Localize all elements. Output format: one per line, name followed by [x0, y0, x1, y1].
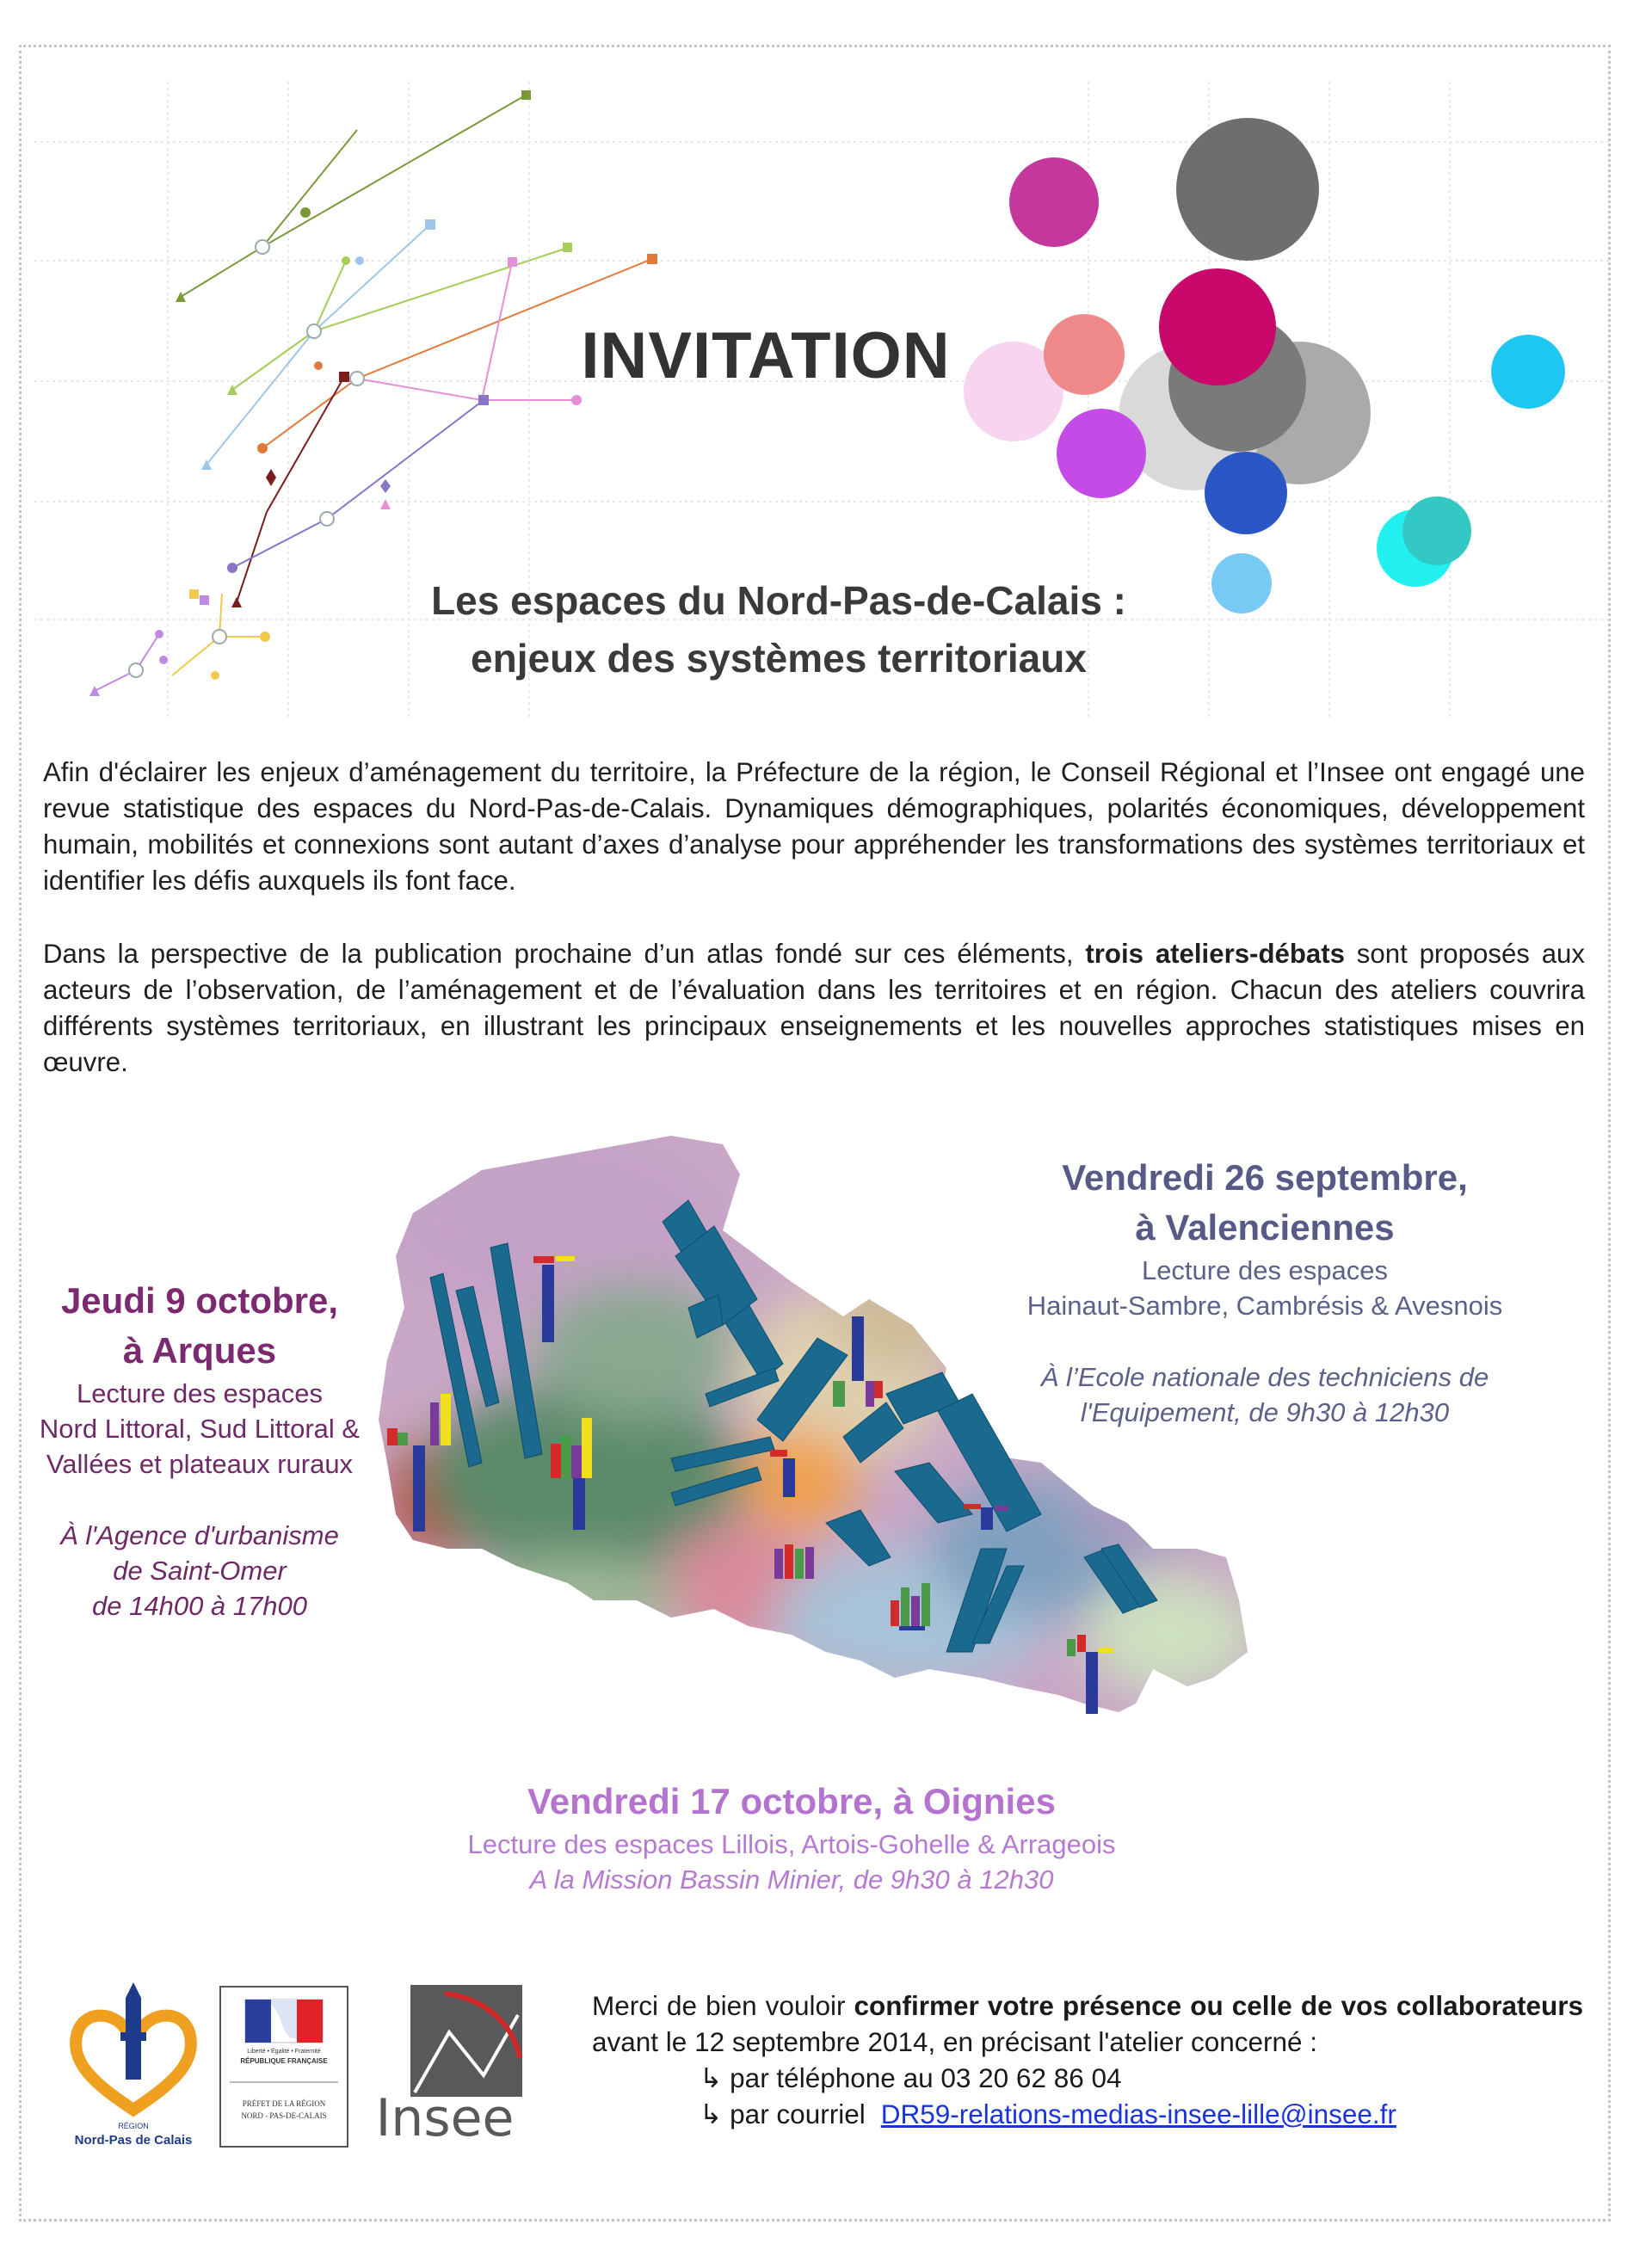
valenciennes-place-1: À l’Ecole nationale des techniciens de	[1040, 1362, 1489, 1392]
prefet-logo-graphic	[221, 1988, 347, 2146]
mail-arrow-icon: ↳	[700, 2099, 730, 2129]
insee-logo-text: Insee	[375, 2088, 515, 2144]
region-logo-small: RÉGION	[118, 2122, 149, 2130]
confirm-bold: confirmer votre présence ou celle de vos collaborateurs	[854, 1990, 1583, 2021]
oignies-title: Vendredi 17 octobre, à Oignies	[527, 1781, 1056, 1821]
intro-paragraph-2	[43, 936, 1585, 1081]
para2-text-b: sont proposés aux acteurs de l’observation, de l’aménagement et de l’évaluation dans les territoires et en région. Chacun des ateliers couvrira différents systèmes territoriaux, en illustrant les principaux enseignements et les nouvelles approches statistiques mises en œuvre.	[43, 939, 1585, 1077]
oignies-place: A la Mission Bassin Minier, de 9h30 à 12h30	[529, 1864, 1054, 1895]
phone-label: par téléphone au 03 20 62 86 04	[730, 2062, 1122, 2093]
subtitle	[284, 572, 1273, 687]
confirmation-block	[592, 1988, 1583, 2132]
arques-line-2: Nord Littoral, Sud Littoral &	[39, 1414, 361, 1444]
oignies-line-1: Lecture des espaces Lillois, Artois-Gohelle & Arrageois	[467, 1829, 1116, 1859]
event-valenciennes	[955, 1153, 1575, 1430]
mail-label: par courriel	[730, 2099, 866, 2129]
prefet-line-2: NORD - PAS-DE-CALAIS	[241, 2111, 327, 2120]
prefet-logo	[219, 1986, 348, 2148]
valenciennes-line-1: Lecture des espaces	[1141, 1255, 1389, 1285]
phone-line	[592, 2060, 1583, 2096]
region-logo-name: Nord-Pas de Calais	[74, 2133, 193, 2148]
event-arques	[19, 1276, 380, 1624]
valenciennes-line-2: Hainaut-Sambre, Cambrésis & Avesnois	[1026, 1291, 1503, 1321]
intro-paragraph-1: Afin d'éclairer les enjeux d’aménagement du territoire, la Préfecture de la région, le Conseil Régional et l’Insee ont engagé une revue statistique des espaces du Nord-Pas-de-Calais. Dynamiques démographiques, polarités économiques, développement humain, mobilités et connexions sont autant d’axes d’analyse pour appréhender les transformations des systèmes territoriaux et identifier les défis auxquels ils font face.	[43, 757, 1585, 896]
para2-text-a: Dans la perspective de la publication prochaine d’un atlas fondé sur ces éléments,	[43, 939, 1086, 969]
mail-line	[592, 2096, 1583, 2132]
arques-line-3: Vallées et plateaux ruraux	[46, 1449, 354, 1479]
insee-logo	[363, 1981, 527, 2144]
prefet-line-1: PRÉFET DE LA RÉGION	[242, 2099, 326, 2108]
region-logo	[60, 1981, 206, 2153]
arques-place-3: de 14h00 à 17h00	[92, 1591, 307, 1621]
confirmation-text	[592, 1988, 1583, 2060]
valenciennes-title-1: Vendredi 26 septembre,	[1062, 1157, 1468, 1198]
arques-line-1: Lecture des espaces	[76, 1378, 324, 1408]
para2-bold: trois ateliers-débats	[1085, 939, 1345, 969]
phone-icon: ↳	[700, 2062, 730, 2093]
prefet-motto: Liberté • Égalité • Fraternité	[247, 2049, 321, 2055]
email-link[interactable]: DR59-relations-medias-insee-lille@insee.fr	[880, 2099, 1396, 2129]
arques-title-2: à Arques	[122, 1330, 277, 1371]
confirm-text-a: Merci de bien vouloir	[592, 1990, 854, 2021]
confirm-text-b: avant le 12 septembre 2014, en précisant l'atelier concerné :	[592, 2026, 1318, 2057]
arques-place-2: de Saint-Omer	[113, 1556, 287, 1586]
valenciennes-place-2: l'Equipement, de 9h30 à 12h30	[1080, 1397, 1450, 1427]
subtitle-line-1: Les espaces du Nord-Pas-de-Calais :	[431, 578, 1126, 623]
valenciennes-title-2: à Valenciennes	[1135, 1207, 1395, 1248]
invitation-title: INVITATION	[581, 319, 951, 392]
subtitle-line-2: enjeux des systèmes territoriaux	[471, 636, 1087, 681]
arques-place-1: À l'Agence d'urbanisme	[60, 1520, 339, 1550]
arques-title-1: Jeudi 9 octobre,	[60, 1280, 339, 1321]
event-oignies	[318, 1777, 1265, 1897]
prefet-republic: RÉPUBLIQUE FRANÇAISE	[240, 2057, 328, 2065]
